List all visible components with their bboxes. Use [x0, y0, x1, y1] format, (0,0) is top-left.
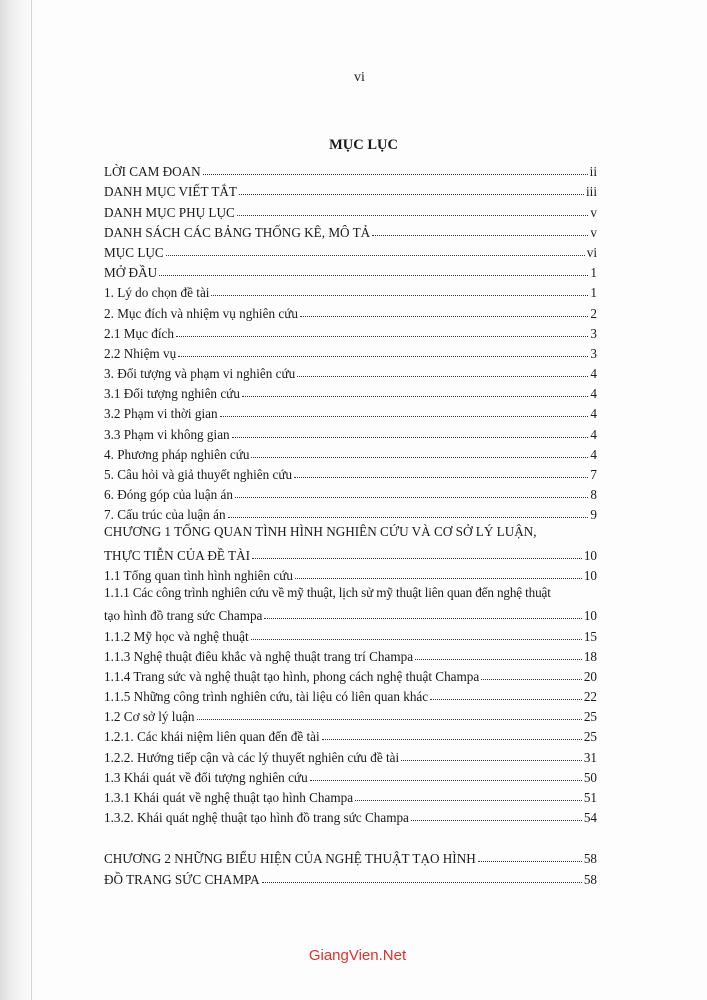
toc-entry[interactable]	[104, 786, 597, 806]
toc-leader-dots	[176, 336, 588, 337]
toc-entry-label: 1. Lý do chọn đề tài	[104, 285, 210, 301]
toc-entry-label: DANH MỤC PHỤ LỤC	[104, 204, 235, 220]
toc-entry-page: ii	[589, 164, 597, 180]
toc-entry-page: 25	[583, 729, 597, 745]
toc-entry-label: LỜI CAM ĐOAN	[104, 164, 201, 180]
toc-entry-page: v	[590, 204, 597, 220]
toc-group-chapter-2	[104, 847, 597, 887]
toc-entry[interactable]	[104, 867, 597, 887]
toc-entry-label: ĐỒ TRANG SỨC CHAMPA	[104, 871, 260, 887]
toc-entry[interactable]	[104, 685, 597, 705]
toc-entry[interactable]	[104, 362, 597, 382]
toc-leader-dots	[166, 255, 585, 256]
toc-entry[interactable]	[104, 766, 597, 786]
toc-entry-page: 54	[583, 810, 597, 826]
toc-entry-label: 3.1 Đối tượng nghiên cứu	[104, 386, 240, 402]
toc-entry-page: 4	[590, 406, 597, 422]
toc-entry-page: 22	[583, 689, 597, 705]
toc-leader-dots	[481, 679, 582, 680]
toc-entry[interactable]	[104, 382, 597, 402]
toc-entry-label: 1.2 Cơ sở lý luận	[104, 709, 195, 725]
toc-entry-label: 1.1.4 Trang sức và nghệ thuật tạo hình, phong cách nghệ thuật Champa	[104, 668, 480, 684]
toc-entry-label: 3.2 Phạm vi thời gian	[104, 406, 218, 422]
toc-entry[interactable]	[104, 645, 597, 665]
toc-entry-page: 25	[583, 709, 597, 725]
toc-leader-dots	[372, 235, 588, 236]
toc-entry-page: 50	[583, 769, 597, 785]
toc-entry-label: MỞ ĐẦU	[104, 265, 158, 281]
toc-entry-label: DANH MỤC VIẾT TẮT	[104, 184, 237, 200]
toc-entry-chapter-1[interactable]	[104, 523, 597, 563]
toc-leader-dots	[297, 376, 588, 377]
toc-entry-label-line1: CHƯƠNG 1 TỔNG QUAN TÌNH HÌNH NGHIÊN CỨU VÀ CƠ SỞ LÝ LUẬN,	[104, 524, 537, 540]
toc-entry-label: 5. Câu hỏi và giả thuyết nghiên cứu	[104, 467, 293, 482]
toc-entry[interactable]	[104, 745, 597, 765]
toc-leader-dots	[228, 517, 589, 518]
toc-entry-label: 2. Mục đích và nhiệm vụ nghiên cứu	[104, 305, 298, 321]
toc-entry-label: MỤC LỤC	[104, 244, 164, 260]
toc-entry-label: 3. Đối tượng và phạm vi nghiên cứu	[104, 366, 296, 382]
toc-entry-label: 2.1 Mục đích	[104, 325, 174, 341]
toc-entry-page: 10	[583, 547, 597, 563]
toc-leader-dots	[211, 295, 588, 296]
toc-leader-dots	[251, 457, 588, 458]
toc-entry-label: 4. Phương pháp nghiên cứu	[104, 446, 250, 462]
toc-entry[interactable]	[104, 483, 597, 503]
toc-entry[interactable]	[104, 725, 597, 745]
toc-entry[interactable]	[104, 180, 597, 200]
toc-entry-label: 1.3.1 Khái quát về nghệ thuật tạo hình Champa	[104, 790, 354, 805]
toc-entry[interactable]	[104, 564, 597, 584]
toc-entry-page: 58	[583, 871, 597, 887]
toc-leader-dots	[237, 215, 589, 216]
toc-entry[interactable]	[104, 402, 597, 422]
toc-entry-page: 15	[583, 628, 597, 644]
toc-entry-label: 1.1.3 Nghệ thuật điêu khắc và nghệ thuật trang trí Champa	[104, 648, 414, 664]
toc-entry-page: 3	[590, 345, 597, 361]
toc-leader-dots	[232, 437, 589, 438]
toc-entry[interactable]	[104, 342, 597, 362]
toc-entry[interactable]	[104, 221, 597, 241]
toc-entry-page: 9	[590, 507, 597, 523]
toc-entry[interactable]	[104, 160, 597, 180]
toc-entry[interactable]	[104, 261, 597, 281]
toc-leader-dots	[220, 416, 589, 417]
toc-leader-dots	[239, 194, 584, 195]
toc-leader-dots	[295, 578, 582, 579]
toc-leader-dots	[322, 739, 582, 740]
toc-entry-page: 31	[583, 749, 597, 765]
toc-entry-page: 4	[590, 426, 597, 442]
toc-leader-dots	[197, 719, 582, 720]
toc-leader-dots	[310, 780, 582, 781]
toc-entry-page: 51	[583, 790, 597, 805]
toc-entry-label: 7. Cấu trúc của luận án	[104, 507, 226, 523]
toc-leader-dots	[262, 882, 582, 883]
toc-entry[interactable]	[104, 705, 597, 725]
toc-entry-page: 18	[583, 648, 597, 664]
toc-group-front-matter	[104, 160, 597, 523]
toc-entry-label: 1.1.2 Mỹ học và nghệ thuật	[104, 628, 249, 644]
toc-entry-page: 10	[583, 567, 597, 583]
toc-entry-label: 3.3 Phạm vi không gian	[104, 426, 230, 442]
toc-entry[interactable]	[104, 463, 597, 483]
toc-entry[interactable]	[104, 241, 597, 261]
toc-leader-dots	[401, 760, 582, 761]
toc-entry[interactable]	[104, 281, 597, 301]
toc-entry-page: 3	[590, 325, 597, 341]
toc-entry-label-line2: THỰC TIỄN CỦA ĐỀ TÀI	[104, 547, 251, 563]
table-of-contents	[104, 160, 597, 888]
toc-leader-dots	[415, 659, 582, 660]
toc-entry-page: 4	[590, 446, 597, 462]
toc-entry[interactable]	[104, 200, 597, 220]
toc-entry-page: 7	[590, 467, 597, 482]
toc-entry-label: 1.1.5 Những công trình nghiên cứu, tài liệu có liên quan khác	[104, 689, 429, 705]
toc-entry[interactable]	[104, 422, 597, 442]
toc-entry-page: 10	[583, 608, 597, 624]
toc-leader-dots	[235, 497, 588, 498]
toc-leader-dots	[264, 618, 581, 619]
toc-group-chapter-1-sections	[104, 624, 597, 826]
toc-leader-dots	[242, 396, 588, 397]
toc-entry[interactable]	[104, 503, 597, 523]
toc-entry-label: 1.2.1. Các khái niệm liên quan đến đề tài	[104, 729, 320, 745]
toc-entry-page: 4	[590, 386, 597, 402]
toc-entry-label-line2: tạo hình đồ trang sức Champa	[104, 608, 263, 624]
toc-entry-label: DANH SÁCH CÁC BẢNG THỐNG KÊ, MÔ TẢ	[104, 224, 371, 240]
toc-entry-label: 2.2 Nhiệm vụ	[104, 345, 177, 361]
toc-entry[interactable]	[104, 806, 597, 826]
toc-leader-dots	[251, 639, 582, 640]
toc-entry-label: CHƯƠNG 2 NHỮNG BIỂU HIỆN CỦA NGHỆ THUẬT TẠO HÌNH	[104, 851, 476, 867]
toc-group-1-1	[104, 564, 597, 584]
page-number: vi	[354, 70, 365, 85]
toc-leader-dots	[300, 316, 588, 317]
toc-entry-label: 1.1 Tổng quan tình hình nghiên cứu	[104, 567, 293, 583]
toc-entry-label-line1: 1.1.1 Các công trình nghiên cứu về mỹ thuật, lịch sử mỹ thuật liên quan đến nghệ thuật	[104, 584, 551, 600]
toc-entry-label: 1.3.2. Khái quát nghệ thuật tạo hình đồ trang sức Champa	[104, 810, 409, 826]
watermark-text: GiangVien.Net	[308, 947, 407, 964]
toc-entry-page: 1	[590, 285, 597, 301]
toc-entry-1-1-1[interactable]	[104, 584, 597, 624]
toc-entry-page: 1	[590, 265, 597, 281]
toc-leader-dots	[203, 174, 588, 175]
toc-entry-label: 1.3 Khái quát về đối tượng nghiên cứu	[104, 769, 308, 785]
toc-leader-dots	[430, 699, 582, 700]
toc-entry-page: 20	[583, 668, 597, 684]
toc-leader-dots	[159, 275, 588, 276]
toc-entry[interactable]	[104, 322, 597, 342]
toc-entry-page: 4	[590, 366, 597, 382]
toc-entry-page: 58	[583, 851, 597, 867]
toc-entry-page: v	[590, 224, 597, 240]
toc-leader-dots	[411, 820, 582, 821]
toc-leader-dots	[178, 356, 588, 357]
toc-leader-dots	[355, 800, 582, 801]
toc-entry[interactable]	[104, 847, 597, 867]
toc-entry[interactable]	[104, 665, 597, 685]
toc-entry-page: iii	[586, 184, 597, 200]
toc-leader-dots	[252, 558, 582, 559]
toc-entry[interactable]	[104, 443, 597, 463]
toc-entry-page: 2	[590, 305, 597, 321]
toc-leader-dots	[478, 861, 582, 862]
toc-entry-label: 1.2.2. Hướng tiếp cận và các lý thuyết nghiên cứu đề tài	[104, 749, 400, 765]
toc-entry-label: 6. Đóng góp của luận án	[104, 487, 233, 503]
toc-entry[interactable]	[104, 301, 597, 321]
toc-spacer	[104, 826, 597, 847]
toc-entry-page: vi	[586, 244, 597, 260]
toc-entry-page: 8	[590, 487, 597, 503]
toc-entry[interactable]	[104, 624, 597, 644]
toc-leader-dots	[294, 477, 588, 478]
toc-title: MỤC LỤC	[329, 137, 398, 153]
